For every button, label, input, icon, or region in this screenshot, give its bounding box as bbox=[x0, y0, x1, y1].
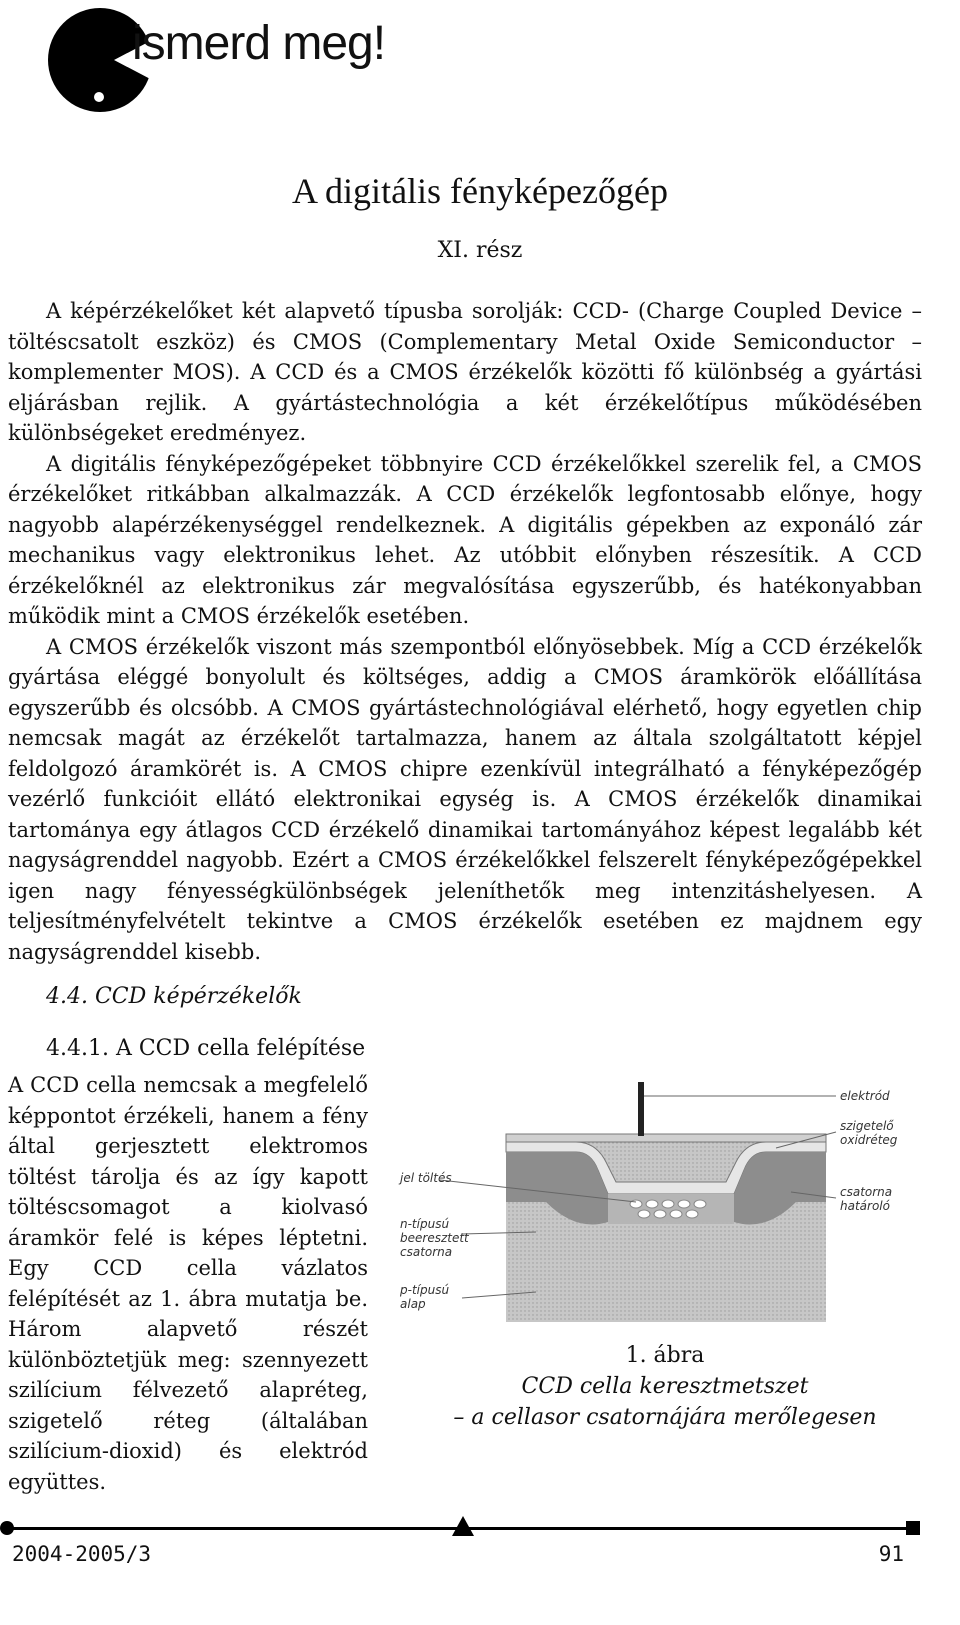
caption-line-2: – a cellasor csatornájára merőlegesen bbox=[453, 1405, 877, 1430]
article-part: XI. rész bbox=[437, 238, 523, 263]
ccd-diagram bbox=[396, 1082, 916, 1332]
n-type-channel bbox=[608, 1194, 734, 1224]
section-text-column bbox=[8, 1070, 368, 1497]
caption-number: 1. ábra bbox=[625, 1343, 705, 1368]
label-channel-1: csatorna bbox=[840, 1185, 893, 1199]
section-heading: 4.4. CCD képérzékelők bbox=[46, 984, 302, 1009]
footer-square-marker bbox=[906, 1521, 920, 1535]
ccd-cross-section-figure bbox=[396, 1082, 916, 1332]
paragraph-2: A digitális fényképezőgépeket többnyire CCD érzékelőkkel szerelik fel, a CMOS érzékelőket ritkábban alkalmazzák. A CCD érzékelők legfontosabb előnye, hogy nagyobb alapérzékenységgel rendelkeznek. A digitális gépekben az exponáló zár mechanikus vagy elektronikus lehet. Az utóbbit előnyben részesítik. A CCD érzékelőknél az elektronikus zár megvalósítása egyszerűbb, és hatékonyabban működik mint a CMOS érzékelők esetében. bbox=[8, 451, 922, 628]
article-body bbox=[8, 296, 922, 967]
footer-issue: 2004-2005/3 bbox=[12, 1542, 152, 1566]
paragraph-1: A képérzékelőket két alapvető típusba sorolják: CCD- (Charge Coupled Device – töltéscsatolt eszköz) és CMOS (Complementary Metal Oxide Semiconductor – komplementer MOS). A CCD és a CMOS érzékelők közötti fő különbség a gyártási eljárásban rejlik. A gyártástechnológia a két érzékelőtípus működésében különbségeket eredményez. bbox=[8, 299, 922, 445]
label-ptype-1: p-típusú bbox=[400, 1283, 450, 1297]
electrode-plate bbox=[506, 1134, 826, 1142]
label-ptype-2: alap bbox=[400, 1297, 426, 1311]
logo-dot bbox=[94, 92, 104, 102]
label-electrode: elektród bbox=[840, 1089, 890, 1103]
label-ntype-2: beeresztett bbox=[400, 1231, 469, 1245]
figure-caption bbox=[420, 1340, 910, 1433]
paragraph-3: A CMOS érzékelők viszont más szempontból előnyösebbek. Míg a CCD érzékelők gyártása eléggé bonyolult és költséges, addig a CMOS áramkörök előállítása egyszerűbb és olcsóbb. A CMOS gyártástechnológiával elérhető, hogy egyetlen chip nemcsak magát az érzékelőt tartalmazza, hanem az általa szolgáltatott képjel feldolgozó áramkörét is. A CMOS chipre ezenkívül integrálható a fényképezőgép vezérlő funkcióit ellátó elektronikai egység is. A CMOS érzékelők dinamikai tartománya egy átlagos CCD érzékelő dinamikai tartományához képest legalább két nagyságrenddel nagyobb. Ezért a CMOS érzékelőkkel felszerelt fényképezőgépekkel igen nagy fényességkülönbségek jeleníthetők meg intenzitáshelyesen. A teljesítményfelvételt tekintve a CMOS érzékelők esetében ez majdnem egy nagyságrenddel kisebb. bbox=[8, 634, 922, 964]
label-insulator-1: szigetelő bbox=[840, 1119, 894, 1133]
magazine-logo bbox=[48, 8, 468, 118]
section-paragraph: A CCD cella nemcsak a megfelelő képpontot érzékeli, hanem a fény által gerjesztett elektromos töltést tárolja és az így kapott töltéscsomagot a kiolvasó áramkör felé is képes léptetni. Egy CCD cella vázlatos felépítését az 1. ábra mutatja be. Három alapvető részét különböztetjük meg: szennyezett szilícium félvezető alapréteg, szigetelő réteg (általában szilícium-dioxid) és elektród együttes. bbox=[8, 1073, 368, 1494]
label-channel-2: határoló bbox=[840, 1199, 890, 1213]
logo-text: ismerd meg! bbox=[132, 17, 386, 70]
label-charge: jel töltés bbox=[400, 1171, 452, 1185]
electrode-lead bbox=[638, 1082, 644, 1136]
label-ntype-3: csatorna bbox=[400, 1245, 453, 1259]
label-ntype-1: n-típusú bbox=[400, 1217, 450, 1231]
subsection-heading: 4.4.1. A CCD cella felépítése bbox=[46, 1036, 366, 1061]
footer-circle-marker bbox=[0, 1521, 14, 1535]
caption-line-1: CCD cella keresztmetszet bbox=[521, 1374, 809, 1399]
label-insulator-2: oxidréteg bbox=[840, 1133, 898, 1147]
footer-triangle-marker bbox=[452, 1516, 474, 1536]
article-title: A digitális fényképezőgép bbox=[292, 171, 668, 211]
page-number: 91 bbox=[878, 1542, 904, 1566]
